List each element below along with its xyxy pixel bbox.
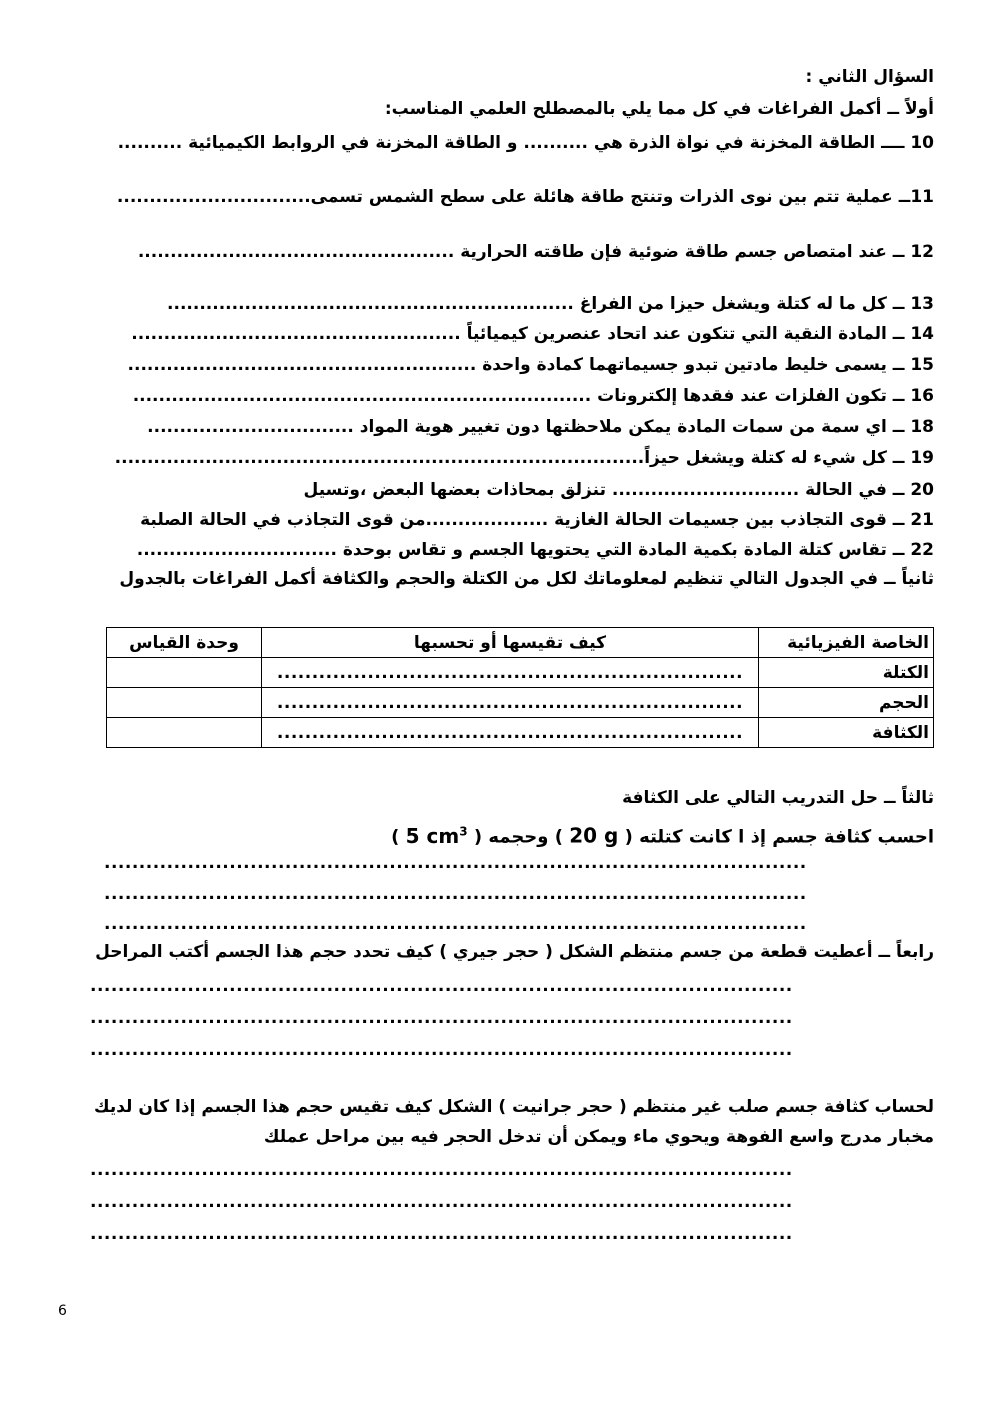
item-10: 10 ــــ الطاقة المخزنة في نواة الذرة هي .......... و الطاقة المخزنة في الروابط الكيميائية .......... bbox=[117, 133, 934, 153]
part3-volume: 5 cm bbox=[405, 823, 460, 848]
row-how-blank[interactable]: ................................................................... bbox=[262, 718, 759, 748]
item-15: 15 ــ يسمى خليط مادتين تبدو جسيماتهما كمادة واحدة ...................................................... bbox=[127, 355, 934, 375]
row-property: الحجم bbox=[759, 688, 934, 718]
table-row bbox=[107, 688, 934, 718]
answer-line[interactable]: ..................................................................................................... bbox=[104, 914, 807, 934]
row-unit-blank[interactable] bbox=[107, 718, 262, 748]
item-14: 14 ــ المادة النقية التي تتكون عند اتحاد عنصرين كيميائياً ................................................... bbox=[131, 324, 934, 344]
item-13: 13 ــ كل ما له كتلة ويشغل حيزا من الفراغ ............................................................... bbox=[167, 294, 934, 314]
part1-title: أولاً ــ أكمل الفراغات في كل مما يلي بالمصطلح العلمي المناسب: bbox=[384, 99, 934, 119]
item-12: 12 ــ عند امتصاص جسم طاقة ضوئية فإن طاقته الحرارية ................................................. bbox=[137, 242, 934, 262]
answer-line[interactable]: ..................................................................................................... bbox=[90, 1192, 793, 1212]
row-how-blank[interactable]: ................................................................... bbox=[262, 688, 759, 718]
answer-line[interactable]: ..................................................................................................... bbox=[90, 1040, 793, 1060]
row-property: الكثافة bbox=[759, 718, 934, 748]
part3-volume-exp: 3 bbox=[459, 824, 468, 838]
item-18: 18 ــ اي سمة من سمات المادة يمكن ملاحظتها دون تغيير هوية المواد ................................ bbox=[147, 417, 934, 437]
item-21: 21 ــ قوى التجاذب بين جسيمات الحالة الغازية ...................من قوى التجاذب في الحالة الصلبة bbox=[140, 510, 934, 530]
row-property: الكتلة bbox=[759, 658, 934, 688]
page-number: 6 bbox=[58, 1303, 67, 1319]
answer-line[interactable]: ..................................................................................................... bbox=[90, 1224, 793, 1244]
part2-title: ثانياً ــ في الجدول التالي تنظيم لمعلوماتك لكل من الكتلة والحجم والكثافة أكمل الفراغات بالجدول bbox=[119, 569, 934, 589]
answer-line[interactable]: ..................................................................................................... bbox=[104, 853, 807, 873]
header-how: كيف تقيسها أو تحسبها bbox=[262, 628, 759, 658]
item-11: 11ــ عملية تتم بين نوى الذرات وتنتج طاقة هائلة على سطح الشمس تسمى.............................. bbox=[116, 187, 934, 207]
answer-line[interactable]: ..................................................................................................... bbox=[104, 884, 807, 904]
answer-line[interactable]: ..................................................................................................... bbox=[90, 1008, 793, 1028]
part3-close: ) bbox=[391, 826, 400, 848]
item-19: 19 ــ كل شيء له كتلة ويشغل حيزاً.................................................................................. bbox=[114, 448, 934, 468]
answer-line[interactable]: ..................................................................................................... bbox=[90, 1160, 793, 1180]
part3-question bbox=[391, 820, 934, 849]
part5-line1: لحساب كثافة جسم صلب غير منتظم ( حجر جرانيت ) الشكل كيف تقيس حجم هذا الجسم إذا كان لديك bbox=[93, 1097, 934, 1117]
properties-table bbox=[106, 627, 934, 748]
table-header-row bbox=[107, 628, 934, 658]
row-unit-blank[interactable] bbox=[107, 688, 262, 718]
row-how-blank[interactable]: ................................................................... bbox=[262, 658, 759, 688]
part3-mass: 20 g bbox=[569, 823, 619, 848]
item-16: 16 ــ تكون الفلزات عند فقدها إلكترونات ....................................................................... bbox=[132, 386, 934, 406]
part3-prefix: احسب كثافة جسم إذ ا كانت كتلته ( bbox=[624, 826, 934, 848]
part3-title: ثالثاً ــ حل التدريب التالي على الكثافة bbox=[622, 788, 934, 808]
row-unit-blank[interactable] bbox=[107, 658, 262, 688]
item-22: 22 ــ تقاس كتلة المادة بكمية المادة التي يحتويها الجسم و تقاس بوحدة ............................... bbox=[136, 540, 934, 560]
table-row bbox=[107, 718, 934, 748]
header-property: الخاصة الفيزيائية bbox=[759, 628, 934, 658]
item-20: 20 ــ في الحالة ............................. تنزلق بمحاذات بعضها البعض ،وتسيل bbox=[303, 480, 934, 500]
part5-line2: مخبار مدرج واسع الفوهة ويحوي ماء ويمكن أن تدخل الحجر فيه بين مراحل عملك bbox=[263, 1127, 934, 1147]
answer-line[interactable]: ..................................................................................................... bbox=[90, 976, 793, 996]
part4-title: رابعاً ــ أعطيت قطعة من جسم منتظم الشكل ( حجر جيري ) كيف تحدد حجم هذا الجسم أكتب المراحل bbox=[95, 942, 934, 962]
table-row bbox=[107, 658, 934, 688]
header-unit: وحدة القياس bbox=[107, 628, 262, 658]
part3-volume-label: ) وحجمه ( bbox=[473, 826, 563, 848]
question-heading: السؤال الثاني : bbox=[805, 67, 934, 87]
